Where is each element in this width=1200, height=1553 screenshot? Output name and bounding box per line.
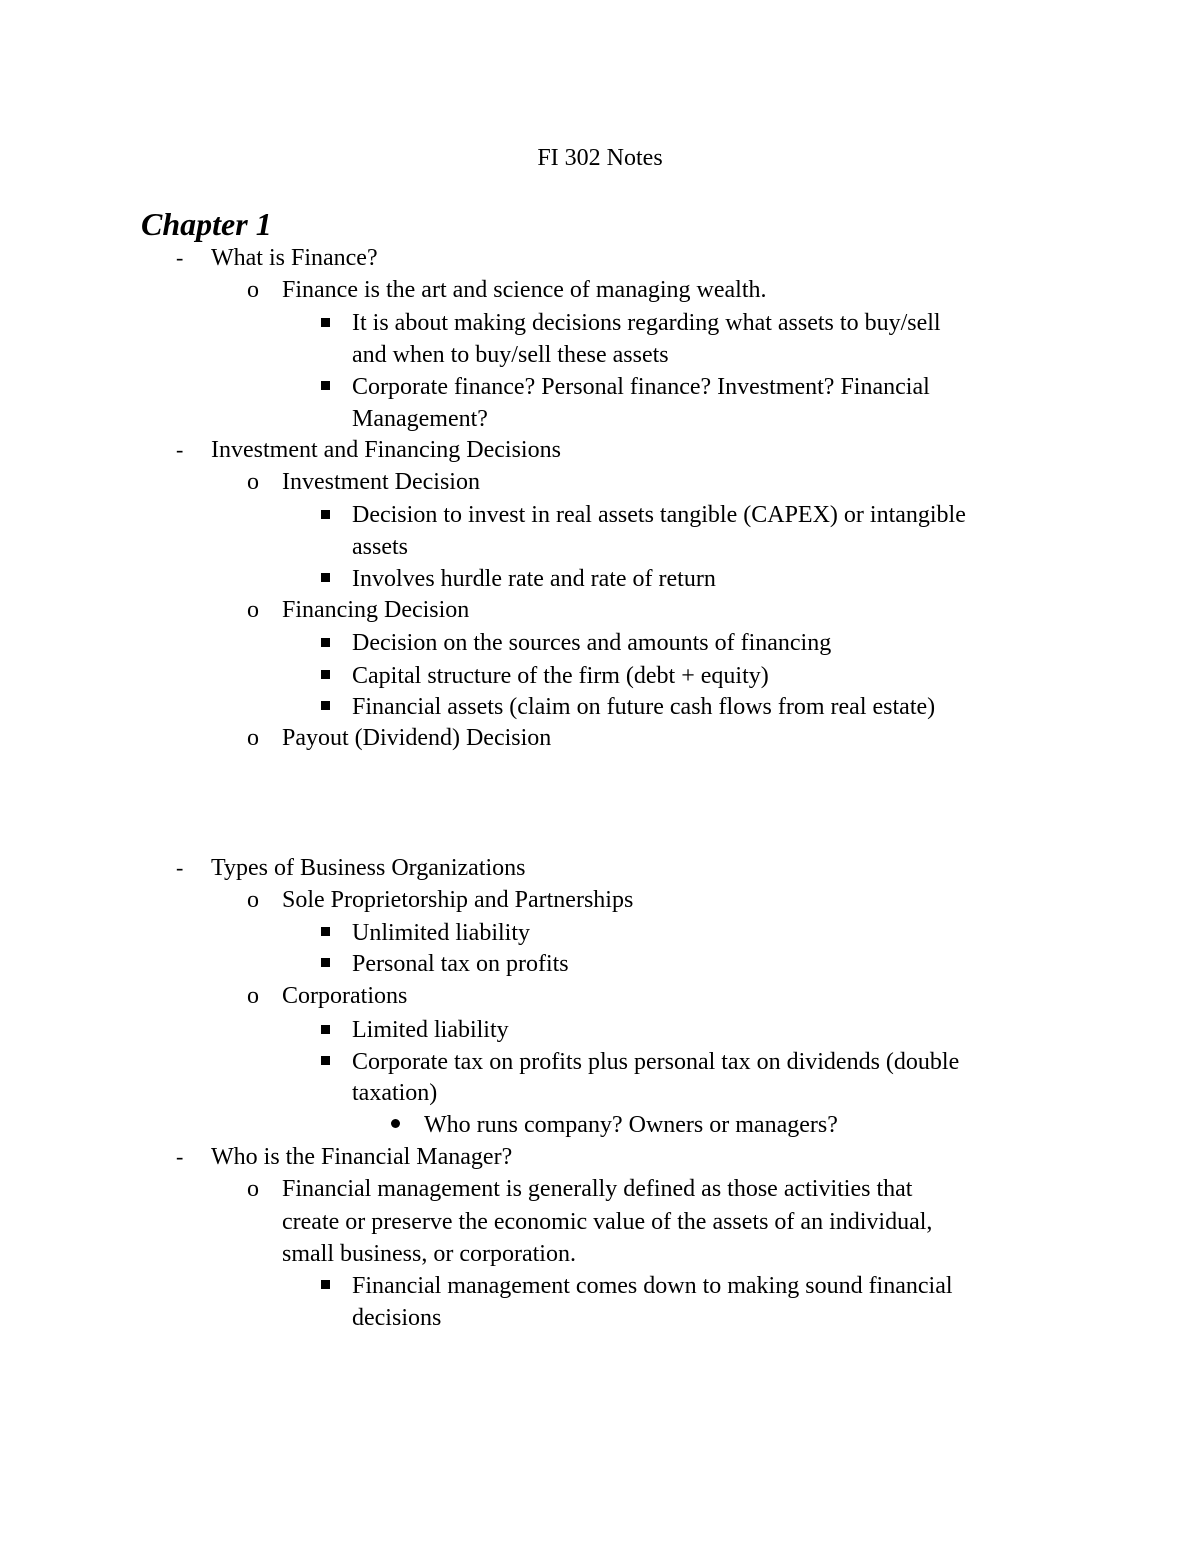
list-item: decisions: [352, 1305, 442, 1331]
square-bullet: [321, 381, 330, 390]
list-item: Management?: [352, 406, 488, 432]
square-bullet: [321, 1056, 330, 1065]
list-item: small business, or corporation.: [282, 1241, 576, 1267]
dash-bullet: -: [176, 245, 184, 270]
square-bullet: [321, 701, 330, 710]
list-item: Sole Proprietorship and Partnerships: [282, 887, 634, 913]
circle-bullet: o: [247, 725, 259, 751]
list-item: Limited liability: [352, 1017, 509, 1043]
dash-bullet: -: [176, 855, 184, 880]
list-item: assets: [352, 534, 408, 560]
list-item: Financial management comes down to making sound financial: [352, 1273, 953, 1299]
list-item: Who runs company? Owners or managers?: [424, 1112, 838, 1138]
list-item: Payout (Dividend) Decision: [282, 725, 552, 751]
list-item: taxation): [352, 1080, 438, 1106]
list-item: Capital structure of the firm (debt + equity): [352, 663, 769, 689]
circle-bullet: o: [247, 983, 259, 1009]
circle-bullet: o: [247, 887, 259, 913]
list-item: Corporate tax on profits plus personal tax on dividends (double: [352, 1049, 960, 1075]
list-item: It is about making decisions regarding what assets to buy/sell: [352, 310, 941, 336]
list-item: Corporate finance? Personal finance? Investment? Financial: [352, 374, 930, 400]
round-bullet: [391, 1119, 400, 1128]
circle-bullet: o: [247, 597, 259, 623]
square-bullet: [321, 670, 330, 679]
square-bullet: [321, 958, 330, 967]
page-title: FI 302 Notes: [537, 145, 663, 171]
list-item: Investment Decision: [282, 469, 480, 495]
list-item: Financing Decision: [282, 597, 470, 623]
list-item: and when to buy/sell these assets: [352, 342, 669, 368]
list-item: Involves hurdle rate and rate of return: [352, 566, 716, 592]
dash-bullet: -: [176, 437, 184, 462]
list-item: Types of Business Organizations: [211, 855, 526, 881]
circle-bullet: o: [247, 469, 259, 495]
square-bullet: [321, 510, 330, 519]
list-item: Decision to invest in real assets tangible (CAPEX) or intangible: [352, 502, 966, 528]
list-item: Finance is the art and science of managing wealth.: [282, 277, 767, 303]
list-item: Investment and Financing Decisions: [211, 437, 561, 463]
chapter-heading: Chapter 1: [141, 206, 272, 242]
list-item: Corporations: [282, 983, 408, 1009]
list-item: What is Finance?: [211, 245, 378, 271]
list-item: create or preserve the economic value of the assets of an individual,: [282, 1209, 933, 1235]
square-bullet: [321, 318, 330, 327]
square-bullet: [321, 1025, 330, 1034]
list-item: Unlimited liability: [352, 920, 530, 946]
circle-bullet: o: [247, 1176, 259, 1202]
list-item: Financial management is generally defined as those activities that: [282, 1176, 913, 1202]
dash-bullet: -: [176, 1144, 184, 1169]
list-item: Personal tax on profits: [352, 951, 569, 977]
list-item: Decision on the sources and amounts of financing: [352, 630, 832, 656]
list-item: Financial assets (claim on future cash flows from real estate): [352, 694, 936, 720]
square-bullet: [321, 573, 330, 582]
circle-bullet: o: [247, 277, 259, 303]
square-bullet: [321, 638, 330, 647]
list-item: Who is the Financial Manager?: [211, 1144, 513, 1170]
square-bullet: [321, 1280, 330, 1289]
square-bullet: [321, 927, 330, 936]
